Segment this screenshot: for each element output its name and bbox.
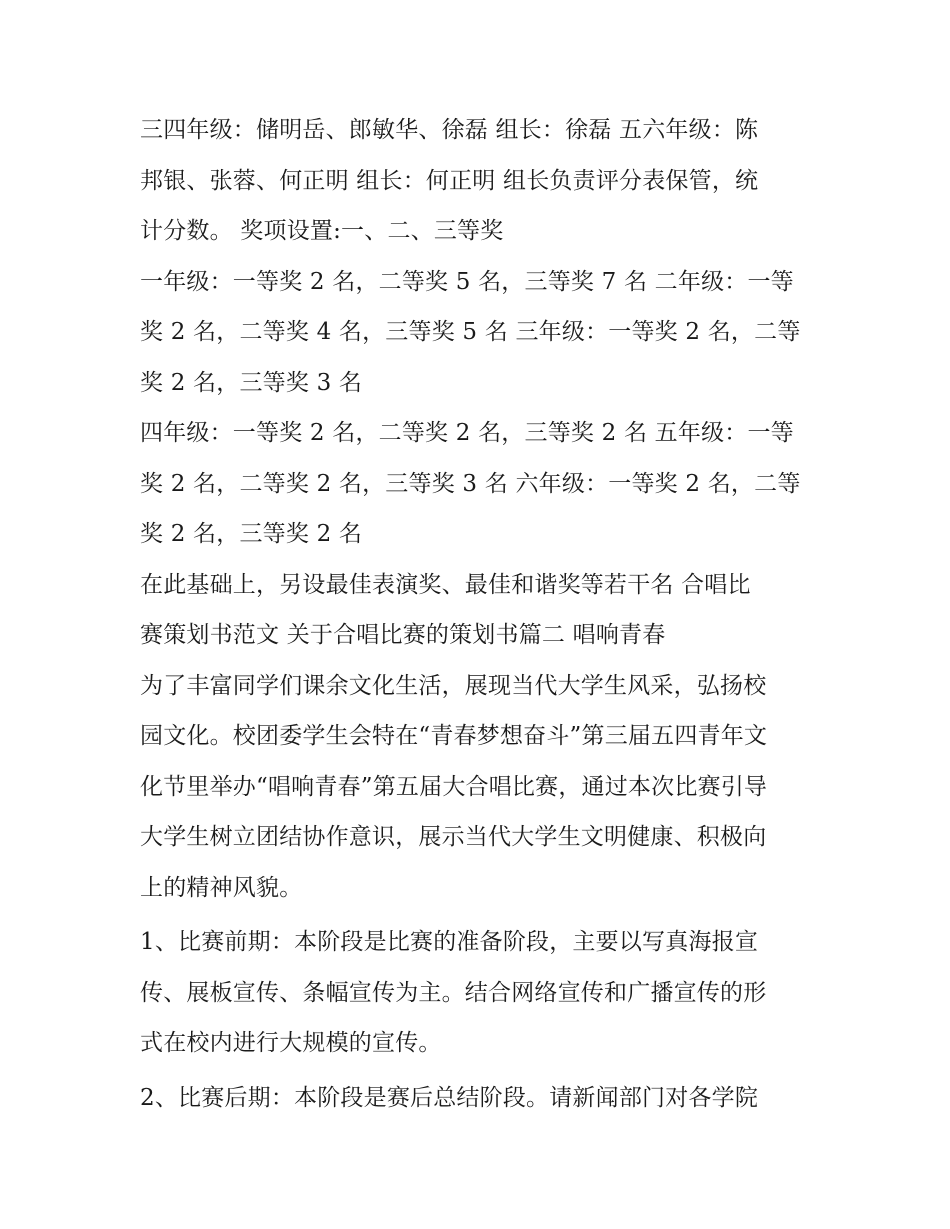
text-line-3: 计分数。 奖项设置:一、二、三等奖	[140, 218, 504, 244]
text-line-20: 2、比赛后期：本阶段是赛后总结阶段。请新闻部门对各学院	[140, 1084, 759, 1111]
text-line-8: 奖 2 名，二等奖 2 名，三等奖 3 名 六年级：一等奖 2 名，二等	[140, 470, 801, 497]
document-body	[140, 105, 820, 1123]
text-line-10: 在此基础上，另设最佳表演奖、最佳和谐奖等若干名 合唱比	[140, 571, 751, 598]
text-line-2: 邦银、张蓉、何正明 组长：何正明 组长负责评分表保管，统	[140, 167, 759, 194]
text-line-12: 为了丰富同学们课余文化生活，展现当代大学生风采，弘扬校	[140, 672, 767, 699]
text-line-1: 三四年级：储明岳、郎敏华、徐磊 组长：徐磊 五六年级：陈	[140, 117, 759, 143]
text-line-6: 奖 2 名，三等奖 3 名	[140, 369, 363, 396]
text-line-7: 四年级：一等奖 2 名，二等奖 2 名，三等奖 2 名 五年级：一等	[140, 420, 794, 446]
text-line-9: 奖 2 名，三等奖 2 名	[140, 521, 363, 547]
text-line-15: 大学生树立团结协作意识，展示当代大学生文明健康、积极向	[140, 824, 767, 850]
text-line-17: 1、比赛前期：本阶段是比赛的准备阶段，主要以写真海报宣	[140, 929, 759, 955]
text-line-14: 化节里举办“唱响青春”第五届大合唱比赛，通过本次比赛引导	[140, 773, 768, 800]
text-line-13: 园文化。校团委学生会特在“青春梦想奋斗”第三届五四青年文	[140, 723, 768, 749]
text-line-4: 一年级：一等奖 2 名，二等奖 5 名，三等奖 7 名 二年级：一等	[140, 268, 794, 295]
text-line-18: 传、展板宣传、条幅宣传为主。结合网络宣传和广播宣传的形	[140, 979, 767, 1006]
text-line-19: 式在校内进行大规模的宣传。	[140, 1030, 442, 1056]
text-line-5: 奖 2 名，二等奖 4 名，三等奖 5 名 三年级：一等奖 2 名，二等	[140, 319, 801, 345]
text-line-16: 上的精神风貌。	[140, 874, 303, 901]
text-line-11: 赛策划书范文 关于合唱比赛的策划书篇二 唱响青春	[140, 622, 666, 648]
